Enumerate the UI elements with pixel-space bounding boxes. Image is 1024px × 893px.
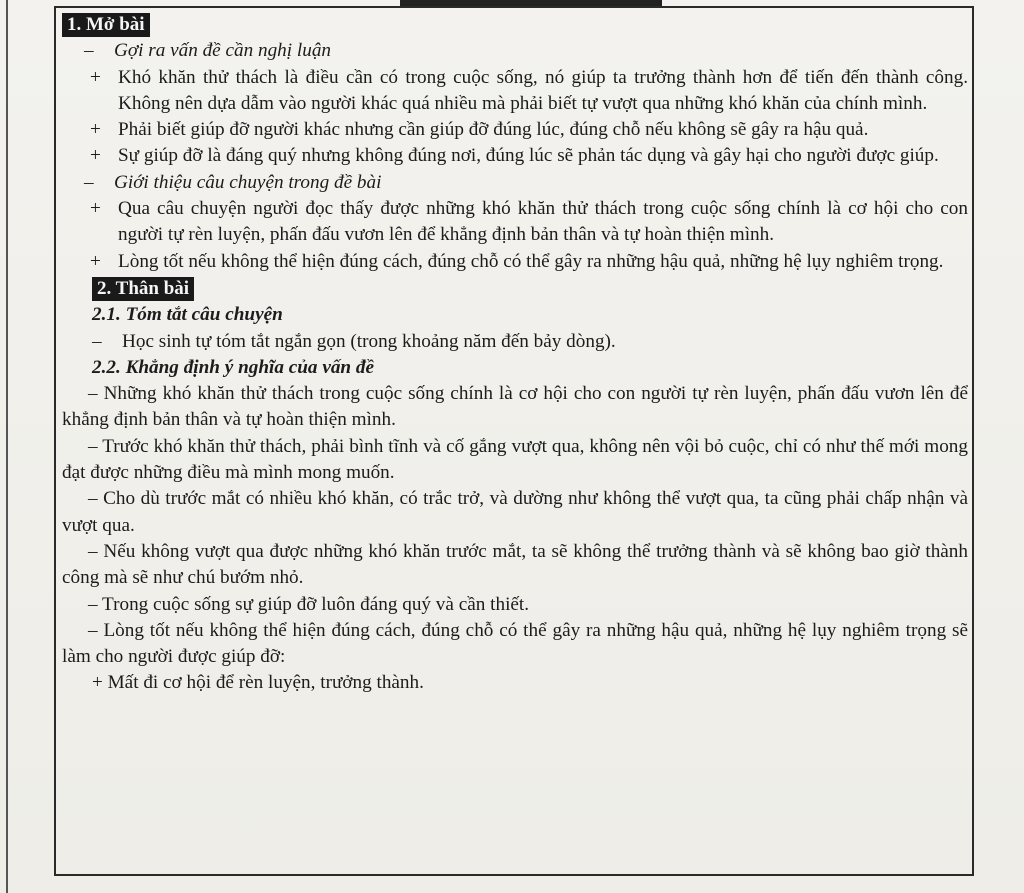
plus-marker: +: [90, 145, 101, 167]
intro-heading: 1. Mở bài: [62, 13, 150, 37]
dash-marker: –: [84, 171, 94, 193]
body-paragraph-1: – Những khó khăn thử thách trong cuộc sống chính là cơ hội cho con người tự rèn luyện, phấn đấu vươn lên để khẳng định bản thân và tự hoàn thiện mình.: [62, 383, 968, 431]
body-heading: 2. Thân bài: [92, 277, 194, 301]
intro-plus-4-text: Qua câu chuyện người đọc thấy được những khó khăn thử thách trong cuộc sống chính là cơ hội cho con người tự rèn luyện, phấn đấu vươn lên để khẳng định bản thân và tự hoàn thiện mình.: [118, 198, 968, 246]
body-paragraph-5: – Trong cuộc sống sự giúp đỡ luôn đáng quý và cần thiết.: [88, 593, 530, 615]
intro-plus-5-text: Lòng tốt nếu không thể hiện đúng cách, đúng chỗ có thể gây ra những hậu quả, những hệ lụy nghiêm trọng.: [118, 250, 944, 272]
intro-plus-3-text: Sự giúp đỡ là đáng quý nhưng không đúng nơi, đúng lúc sẽ phản tác dụng và gây hại cho người được giúp.: [118, 145, 939, 167]
body-paragraph-4: – Nếu không vượt qua được những khó khăn trước mắt, ta sẽ không thể trưởng thành và sẽ không bao giờ thành công mà sẽ như chú bướm nhỏ.: [62, 540, 968, 589]
left-margin-line: [6, 0, 8, 893]
intro-dash-2: [62, 170, 968, 196]
dash-marker: –: [92, 330, 102, 352]
intro-plus-4: [62, 196, 968, 249]
intro-plus-2-text: Phải biết giúp đỡ người khác nhưng cần giúp đỡ đúng lúc, đúng chỗ nếu không sẽ gây ra hậu quả.: [118, 119, 869, 141]
body-sub-1: 2.1. Tóm tắt câu chuyện: [92, 304, 283, 326]
body-paragraph-7: + Mất đi cơ hội để rèn luyện, trưởng thành.: [92, 672, 424, 694]
body-sub-1-dash-text: Học sinh tự tóm tắt ngắn gọn (trong khoảng năm đến bảy dòng).: [122, 330, 616, 352]
plus-marker: +: [90, 119, 101, 141]
intro-dash-2-text: Giới thiệu câu chuyện trong đề bài: [114, 171, 382, 193]
intro-plus-1: [62, 65, 968, 118]
plus-marker: +: [90, 198, 101, 220]
document-content: [62, 12, 968, 697]
intro-dash-1-text: Gợi ra vấn đề cần nghị luận: [114, 40, 332, 62]
body-paragraph-6: – Lòng tốt nếu không thể hiện đúng cách, đúng chỗ có thể gây ra những hậu quả, những hệ lụy nghiêm trọng sẽ làm cho người được giúp đỡ:: [62, 619, 968, 668]
body-paragraph-3: – Cho dù trước mắt có nhiều khó khăn, có trắc trở, và dường như không thể vượt qua, ta cũng phải chấp nhận và vượt qua.: [62, 488, 968, 536]
plus-marker: +: [90, 66, 101, 88]
body-paragraph-2: – Trước khó khăn thử thách, phải bình tĩnh và cố gắng vượt qua, không nên vội bỏ cuộc, chỉ có như thế mới mong đạt được những điều mà mình mong muốn.: [62, 435, 968, 484]
intro-plus-3: [62, 143, 968, 169]
intro-plus-1-text: Khó khăn thử thách là điều cần có trong cuộc sống, nó giúp ta trưởng thành hơn để tiến đến thành công. Không nên dựa dẫm vào người khác quá nhiều mà phải biết tự vượt qua những khó khăn của chính mình.: [118, 66, 968, 114]
body-sub-1-dash: [62, 329, 968, 355]
intro-plus-2: [62, 117, 968, 143]
body-sub-2: 2.2. Khẳng định ý nghĩa của vấn đề: [92, 356, 375, 378]
plus-marker: +: [90, 250, 101, 272]
intro-plus-5: [62, 249, 968, 275]
intro-dash-1: [62, 38, 968, 64]
dash-marker: –: [84, 40, 94, 62]
